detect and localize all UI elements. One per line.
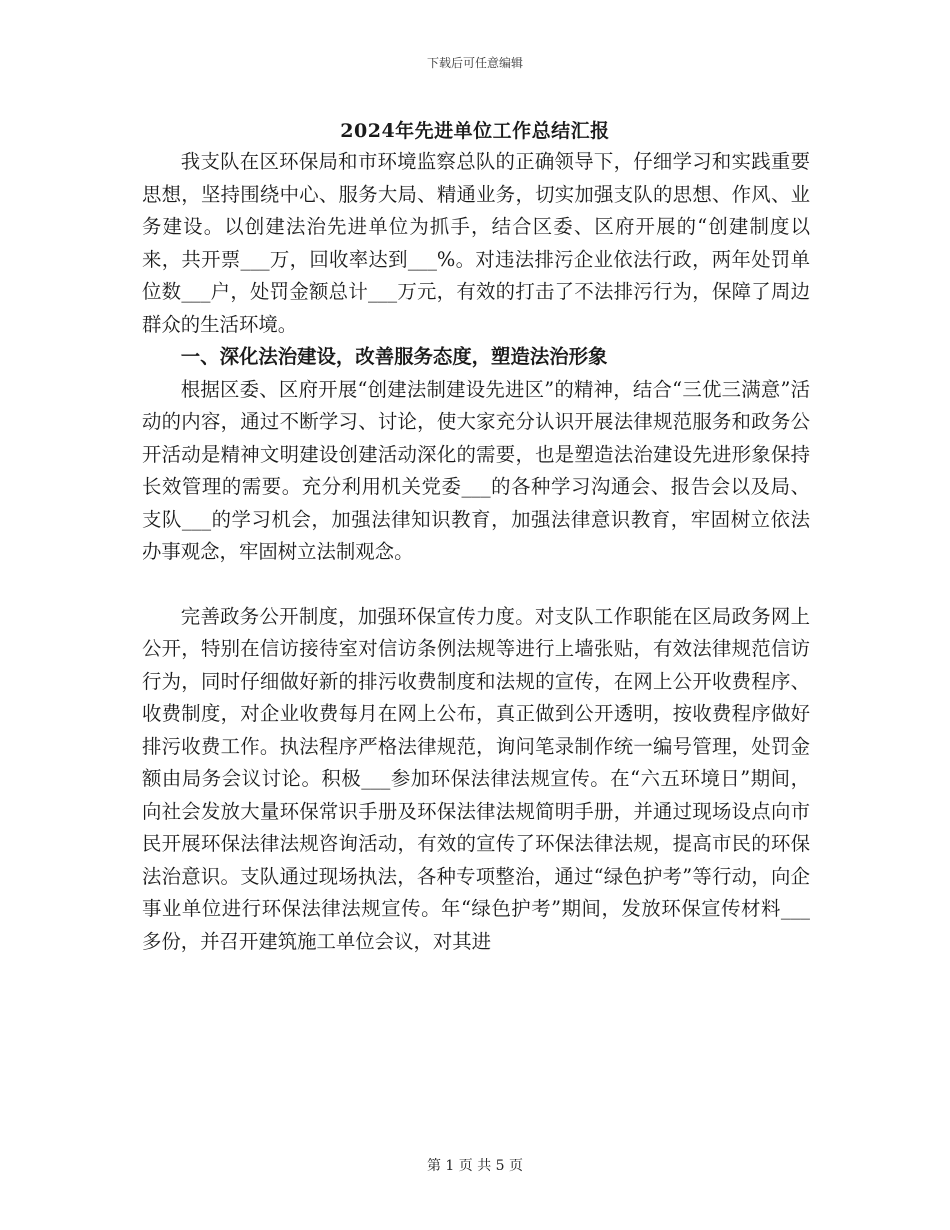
section-1-paragraph-1: 根据区委、区府开展“创建法制建设先进区”的精神，结合“三优三满意”活动的内容，通过不断学习、讨论，使大家充分认识开展法律规范服务和政务公开活动是精神文明建设创建活动深化的需要，也是塑造法治建设先进形象保持长效管理的需要。充分利用机关党委___的各种学习沟通会、报告会以及局、支队___的学习机会，加强法律知识教育，加强法律意识教育，牢固树立依法办事观念，牢固树立法制观念。 [142,377,810,563]
intro-paragraph: 我支队在区环保局和市环境监察总队的正确领导下，仔细学习和实践重要思想，坚持围绕中心、服务大局、精通业务，切实加强支队的思想、作风、业务建设。以创建法治先进单位为抓手，结合区委、区府开展的“创建制度以来，共开票___万，回收率达到___%。对违法排污企业依法行政，两年处罚单位数___户，处罚金额总计___万元，有效的打击了不法排污行为，保障了周边群众的生活环境。 [142,150,810,336]
section-1-heading: 一、深化法治建设，改善服务态度，塑造法治形象 [180,345,608,368]
document-body [142,146,810,958]
header-note: 下载后可任意编辑 [426,56,523,70]
document-title: 2024年先进单位工作总结汇报 [340,120,610,142]
page-footer: 第 1 页 共 5 页 [426,1158,524,1174]
section-1-paragraph-2: 完善政务公开制度，加强环保宣传力度。对支队工作职能在区局政务网上公开，特别在信访接待室对信访条例法规等进行上墙张贴，有效法律规范信访行为，同时仔细做好新的排污收费制度和法规的宣传，在网上公开收费程序、收费制度，对企业收费每月在网上公布，真正做到公开透明，按收费程序做好排污收费工作。执法程序严格法律规范，询问笔录制作统一编号管理，处罚金额由局务会议讨论。积极___参加环保法律法规宣传。在“六五环境日”期间，向社会发放大量环保常识手册及环保法律法规简明手册，并通过现场设点向市民开展环保法律法规咨询活动，有效的宣传了环保法律法规，提高市民的环保法治意识。支队通过现场执法，各种专项整治，通过“绿色护考”等行动，向企事业单位进行环保法律法规宣传。年“绿色护考”期间，发放环保宣传材料___多份，并召开建筑施工单位会议，对其进 [142,604,810,953]
